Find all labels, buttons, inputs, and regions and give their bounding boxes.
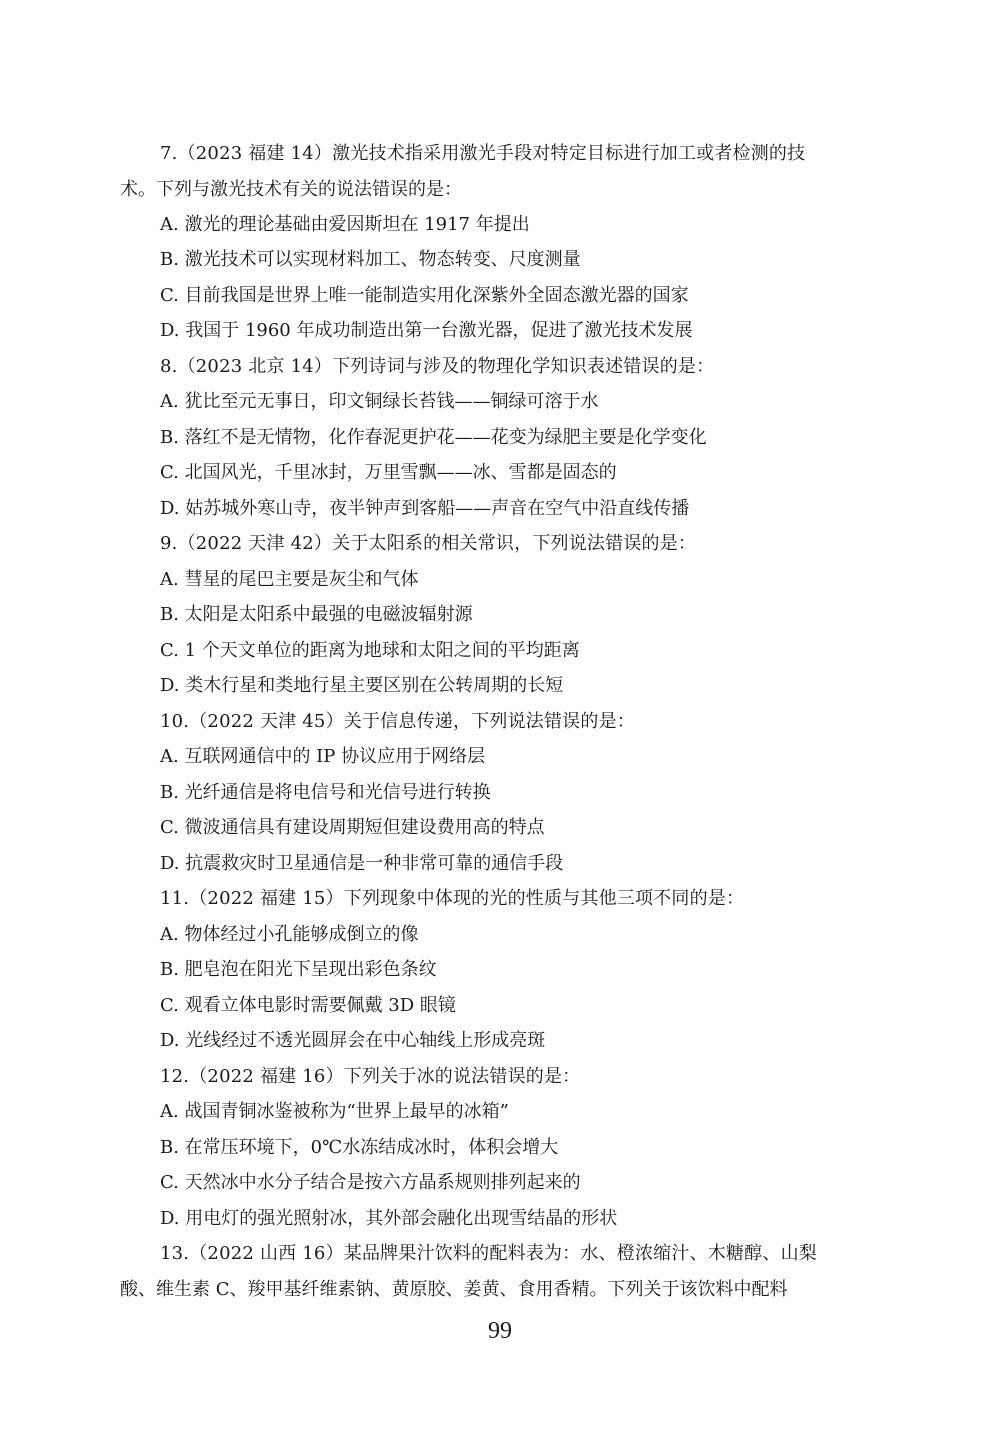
question-7-option-a: A. 激光的理论基础由爱因斯坦在 1917 年提出 bbox=[160, 214, 530, 235]
question-11-option-a: A. 物体经过小孔能够成倒立的像 bbox=[160, 924, 419, 945]
question-12-option-d: D. 用电灯的强光照射冰，其外部会融化出现雪结晶的形状 bbox=[160, 1208, 618, 1229]
question-10-option-b: B. 光纤通信是将电信号和光信号进行转换 bbox=[160, 782, 491, 803]
question-10-option-d: D. 抗震救灾时卫星通信是一种非常可靠的通信手段 bbox=[160, 853, 564, 874]
question-10-option-c: C. 微波通信具有建设周期短但建设费用高的特点 bbox=[160, 817, 545, 838]
question-9-option-c: C. 1 个天文单位的距离为地球和太阳之间的平均距离 bbox=[160, 640, 580, 661]
question-7-stem-continued: 术。下列与激光技术有关的说法错误的是： bbox=[120, 179, 462, 200]
question-11-stem: 11.（2022 福建 15）下列现象中体现的光的性质与其他三项不同的是： bbox=[160, 888, 745, 909]
page-number: 99 bbox=[488, 1318, 512, 1344]
question-9-option-d: D. 类木行星和类地行星主要区别在公转周期的长短 bbox=[160, 675, 564, 696]
question-9-option-a: A. 彗星的尾巴主要是灰尘和气体 bbox=[160, 569, 419, 590]
question-10-stem: 10.（2022 天津 45）关于信息传递，下列说法错误的是： bbox=[160, 711, 635, 732]
question-9-option-b: B. 太阳是太阳系中最强的电磁波辐射源 bbox=[160, 604, 473, 625]
question-11-option-b: B. 肥皂泡在阳光下呈现出彩色条纹 bbox=[160, 959, 437, 980]
question-8-option-c: C. 北国风光，千里冰封，万里雪飘——冰、雪都是固态的 bbox=[160, 462, 617, 483]
question-8-option-d: D. 姑苏城外寒山寺，夜半钟声到客船——声音在空气中沿直线传播 bbox=[160, 498, 690, 519]
question-11-option-d: D. 光线经过不透光圆屏会在中心轴线上形成亮斑 bbox=[160, 1030, 546, 1051]
question-8-option-b: B. 落红不是无情物，化作春泥更护花——花变为绿肥主要是化学变化 bbox=[160, 427, 707, 448]
question-11-option-c: C. 观看立体电影时需要佩戴 3D 眼镜 bbox=[160, 995, 456, 1016]
question-10-option-a: A. 互联网通信中的 IP 协议应用于网络层 bbox=[160, 746, 486, 767]
question-7-stem: 7.（2023 福建 14）激光技术指采用激光手段对特定目标进行加工或者检测的技 bbox=[160, 143, 806, 164]
question-9-stem: 9.（2022 天津 42）关于太阳系的相关常识，下列说法错误的是： bbox=[160, 533, 697, 554]
question-7-option-b: B. 激光技术可以实现材料加工、物态转变、尺度测量 bbox=[160, 249, 581, 270]
question-8-stem: 8.（2023 北京 14）下列诗词与涉及的物理化学知识表述错误的是： bbox=[160, 356, 715, 377]
question-12-option-a: A. 战国青铜冰鉴被称为“世界上最早的冰箱” bbox=[160, 1101, 509, 1122]
question-8-option-a: A. 犹比至元无事日，印文铜绿长苔钱——铜绿可溶于水 bbox=[160, 391, 599, 412]
question-13-stem: 13.（2022 山西 16）某品牌果汁饮料的配料表为：水、橙浓缩汁、木糖醇、山梨 bbox=[160, 1243, 817, 1264]
question-12-stem: 12.（2022 福建 16）下列关于冰的说法错误的是： bbox=[160, 1066, 581, 1087]
question-7-option-d: D. 我国于 1960 年成功制造出第一台激光器，促进了激光技术发展 bbox=[160, 320, 693, 341]
question-13-stem-continued: 酸、维生素 C、羧甲基纤维素钠、黄原胶、姜黄、食用香精。下列关于该饮料中配料 bbox=[120, 1279, 788, 1300]
question-12-option-c: C. 天然冰中水分子结合是按六方晶系规则排列起来的 bbox=[160, 1172, 581, 1193]
question-12-option-b: B. 在常压环境下，0℃水冻结成冰时，体积会增大 bbox=[160, 1137, 559, 1158]
question-7-option-c: C. 目前我国是世界上唯一能制造实用化深紫外全固态激光器的国家 bbox=[160, 285, 689, 306]
